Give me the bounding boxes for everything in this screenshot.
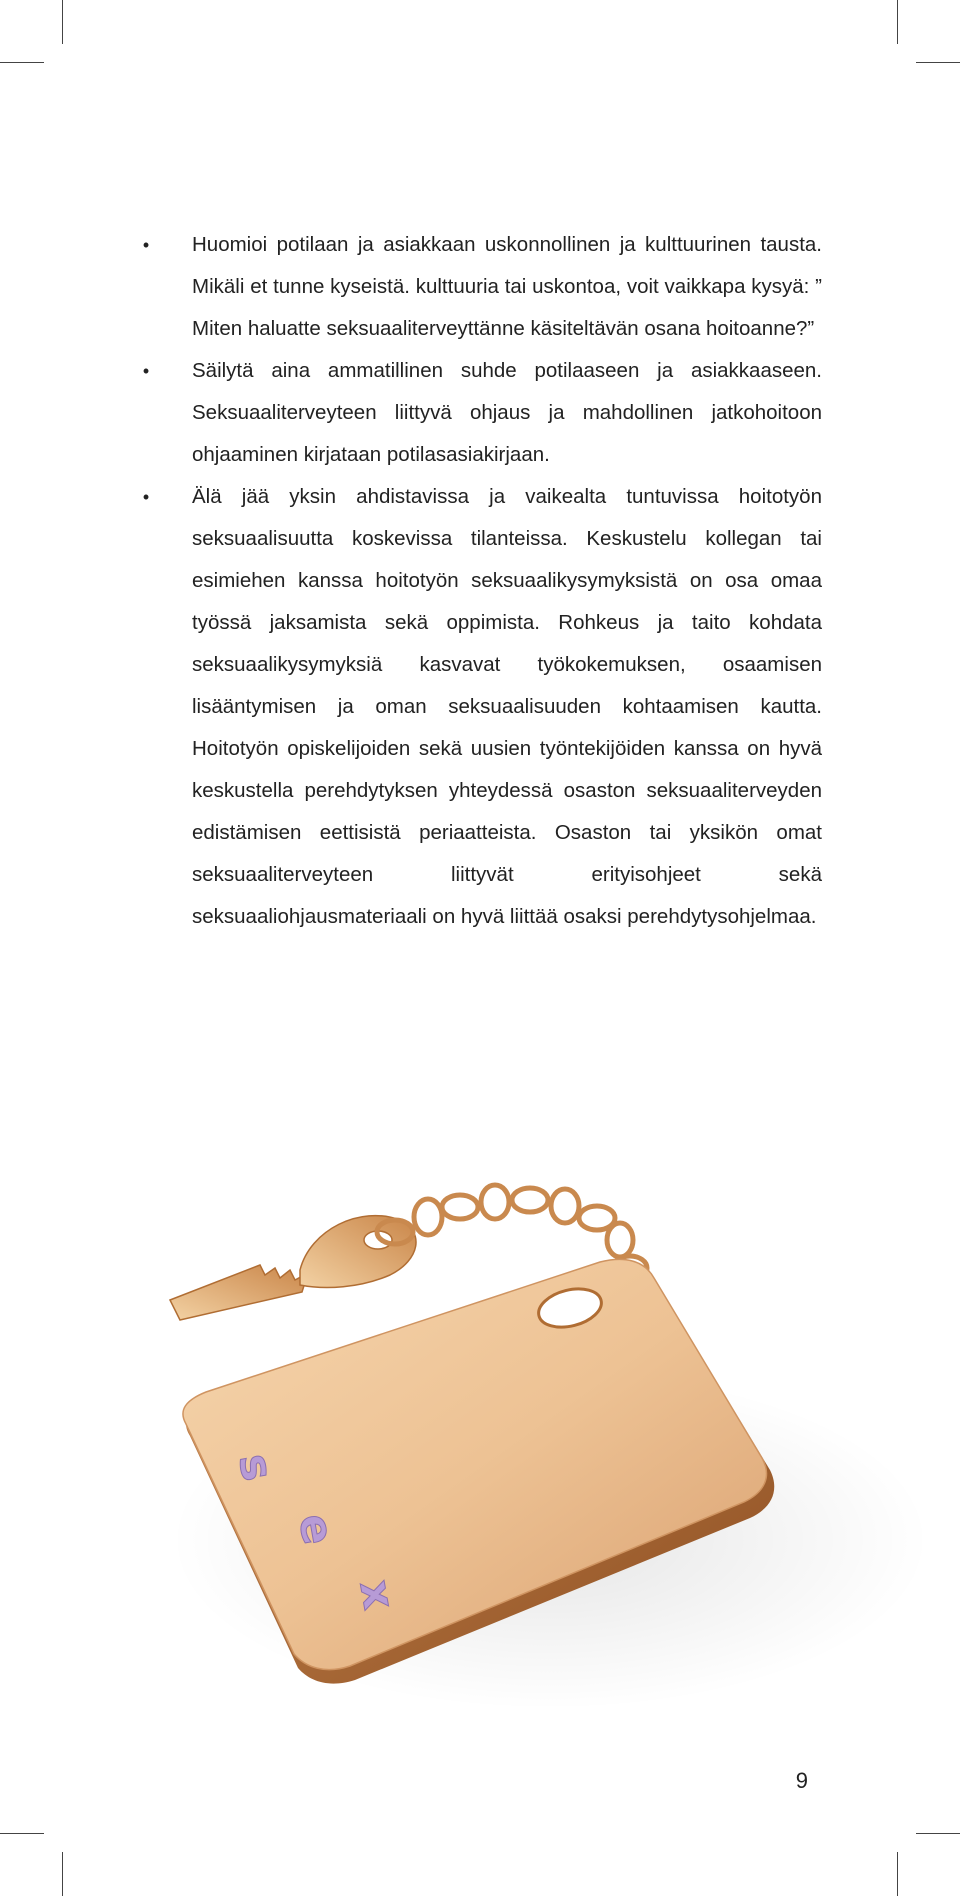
tag-letter: x [349,1576,405,1614]
list-item: • Säilytä aina ammatillinen suhde potilaaseen ja asiakkaaseen. Seksuaaliterveyteen liittyvä ohjaus ja mahdollinen jatkohoitoon ohjaaminen kirjataan potilasasiakirjaan. [140,350,822,476]
tag-letter: s [228,1450,284,1485]
bullet-icon: • [142,235,150,255]
crop-mark [62,0,63,44]
bullet-icon: • [142,487,150,507]
tag-letter: e [288,1510,344,1549]
page-content [140,224,822,938]
crop-mark [916,1833,960,1834]
guideline-list [140,224,822,938]
crop-mark [897,1852,898,1896]
bullet-icon: • [142,361,150,381]
key-tag-illustration [150,1120,930,1740]
list-item: • Älä jää yksin ahdistavissa ja vaikealta tuntuvissa hoitotyön seksuaalisuutta koskevissa tilanteissa. Keskustelu kollegan tai esimiehen kanssa hoitotyön seksuaalikysymyksistä on osa omaa työssä jaksamista sekä oppimista. Rohkeus ja taito kohdata seksuaalikysymyksiä kasvavat työkokemuksen, osaamisen lisääntymisen ja oman seksuaalisuuden kohtaamisen kautta. Hoitotyön opiskelijoiden sekä uusien työntekijöiden kanssa on hyvä keskustella perehdytyksen yhteydessä osaston seksuaaliterveyden edistämisen eettisistä periaatteista. Osaston tai yksikön omat seksuaaliterveyteen liittyvät erityisohjeet sekä seksuaaliohjausmateriaali on hyvä liittää osaksi perehdytysohjelmaa. [140,476,822,938]
crop-mark [0,62,44,63]
list-item: • Huomioi potilaan ja asiakkaan uskonnollinen ja kulttuurinen tausta. Mikäli et tunne kyseistä. kulttuuria tai uskontoa, voit vaikkapa kysyä: ” Miten haluatte seksuaaliterveyttänne käsiteltävän osana hoitoanne?” [140,224,822,350]
crop-mark [0,1833,44,1834]
crop-mark [916,62,960,63]
crop-mark [897,0,898,44]
key-tag-image [150,1120,930,1740]
page-number: 9 [795,1768,808,1793]
crop-mark [62,1852,63,1896]
